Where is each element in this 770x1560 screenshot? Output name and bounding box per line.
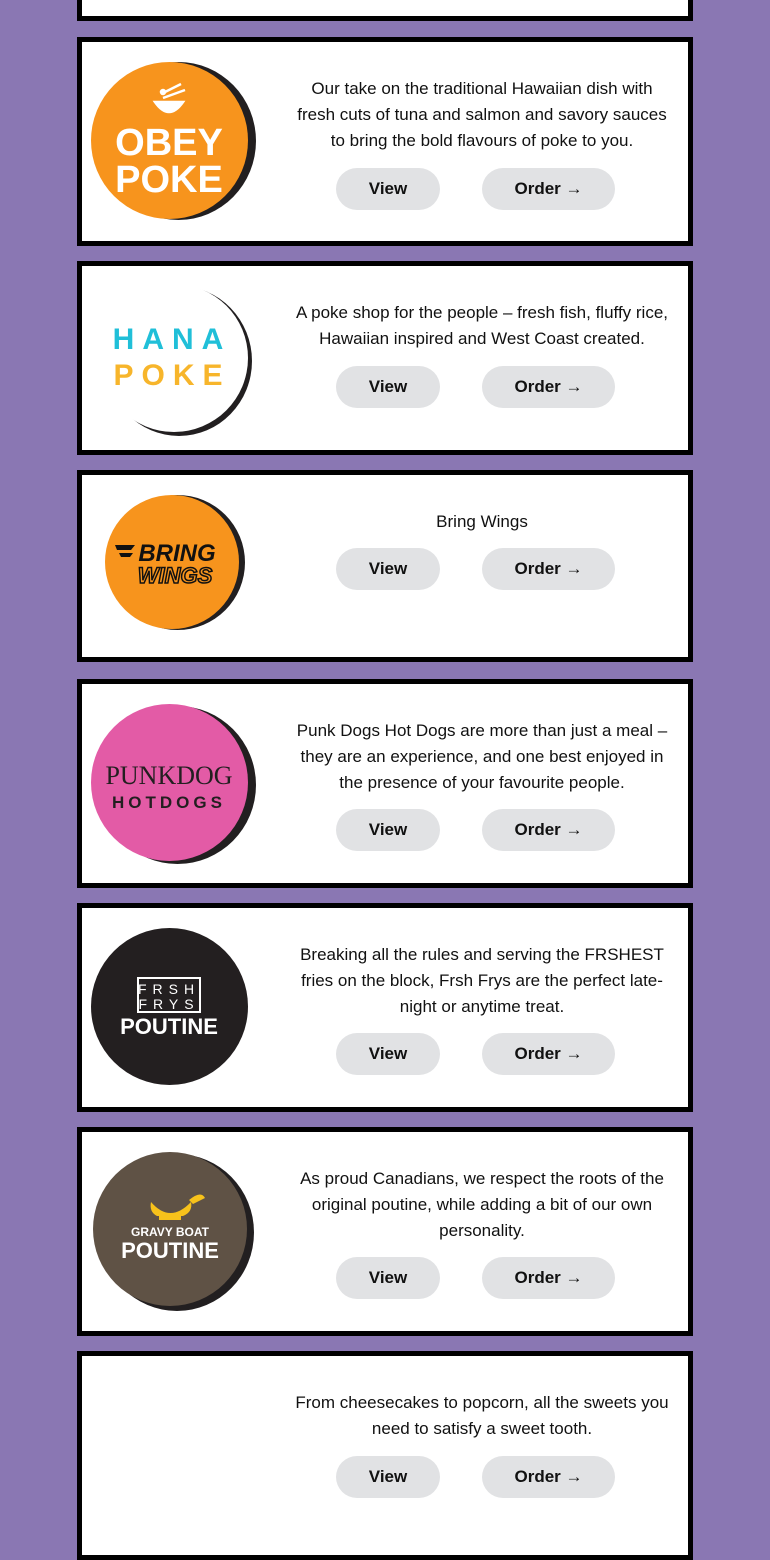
vendor-description: As proud Canadians, we respect the roots of the original poutine, while adding a bit of our own personality. xyxy=(300,1169,664,1240)
order-button[interactable]: Order → xyxy=(482,809,615,851)
view-button[interactable]: View xyxy=(336,168,440,210)
vendor-card-bring-wings xyxy=(77,470,693,662)
vendor-description: Breaking all the rules and serving the FRSHEST fries on the block, Frsh Frys are the perfect late-night or anytime treat. xyxy=(300,945,664,1016)
vendor-card-sweets xyxy=(77,1351,693,1560)
vendor-card-hana-poke xyxy=(77,261,693,455)
vendor-description: From cheesecakes to popcorn, all the sweets you need to satisfy a sweet tooth. xyxy=(295,1393,669,1438)
punk-dogs-logo[interactable] xyxy=(91,704,248,861)
view-button[interactable]: View xyxy=(336,366,440,408)
vendor-card-frsh-frys xyxy=(77,903,693,1112)
vendor-description: Punk Dogs Hot Dogs are more than just a meal – they are an experience, and one best enjoyed in the presence of your favourite people. xyxy=(296,721,668,792)
logo-text-line-1: GRAVY BOAT xyxy=(130,1225,210,1239)
order-button[interactable]: Order → xyxy=(482,168,615,210)
vendor-card-obey-poke xyxy=(77,37,693,246)
logo-text-line-2: FRYS xyxy=(138,996,200,1012)
bring-wings-logo[interactable] xyxy=(105,495,239,629)
vendor-card-previous xyxy=(77,0,693,21)
view-button[interactable]: View xyxy=(336,1456,440,1498)
logo-text-line-1: PUNKDOG xyxy=(105,761,233,790)
view-button[interactable]: View xyxy=(336,1033,440,1075)
logo-text-line-2: POKE xyxy=(113,359,231,392)
poke-bowl-icon xyxy=(155,84,185,112)
vendor-description: Bring Wings xyxy=(436,512,528,531)
view-button[interactable]: View xyxy=(336,1257,440,1299)
vendor-description: A poke shop for the people – fresh fish, fluffy rice, Hawaiian inspired and West Coast created. xyxy=(295,303,669,348)
wing-icon xyxy=(115,545,135,557)
view-button[interactable]: View xyxy=(336,548,440,590)
logo-text-line-1: HANA xyxy=(112,323,232,356)
logo-text-line-1: BRING xyxy=(138,540,216,567)
vendor-card-gravy-boat xyxy=(77,1127,693,1336)
order-button[interactable]: Order → xyxy=(482,1456,615,1498)
obey-poke-logo[interactable] xyxy=(91,62,248,219)
view-button[interactable]: View xyxy=(336,809,440,851)
logo-text-line-2: WINGS xyxy=(137,563,213,588)
logo-text-line-2: POUTINE xyxy=(121,1238,219,1263)
order-button[interactable]: Order → xyxy=(482,1033,615,1075)
vendor-description: Our take on the traditional Hawaiian dish with fresh cuts of tuna and salmon and savory sauces to bring the bold flavours of poke to you. xyxy=(297,79,667,150)
gravy-boat-logo[interactable] xyxy=(93,1152,247,1306)
logo-text-line-1: OBEY xyxy=(115,122,223,164)
order-button[interactable]: Order → xyxy=(482,1257,615,1299)
logo-text-line-3: POUTINE xyxy=(120,1014,218,1039)
order-button[interactable]: Order → xyxy=(482,366,615,408)
vendor-card-punk-dogs xyxy=(77,679,693,888)
logo-text-line-2: HOTDOGS xyxy=(112,793,226,812)
order-button[interactable]: Order → xyxy=(482,548,615,590)
logo-text-line-1: FRSH xyxy=(137,981,201,997)
logo-text-line-2: POKE xyxy=(115,159,223,201)
gravy-boat-icon xyxy=(151,1194,205,1220)
frsh-frys-logo[interactable] xyxy=(91,928,248,1085)
hana-poke-logo[interactable] xyxy=(100,284,248,432)
